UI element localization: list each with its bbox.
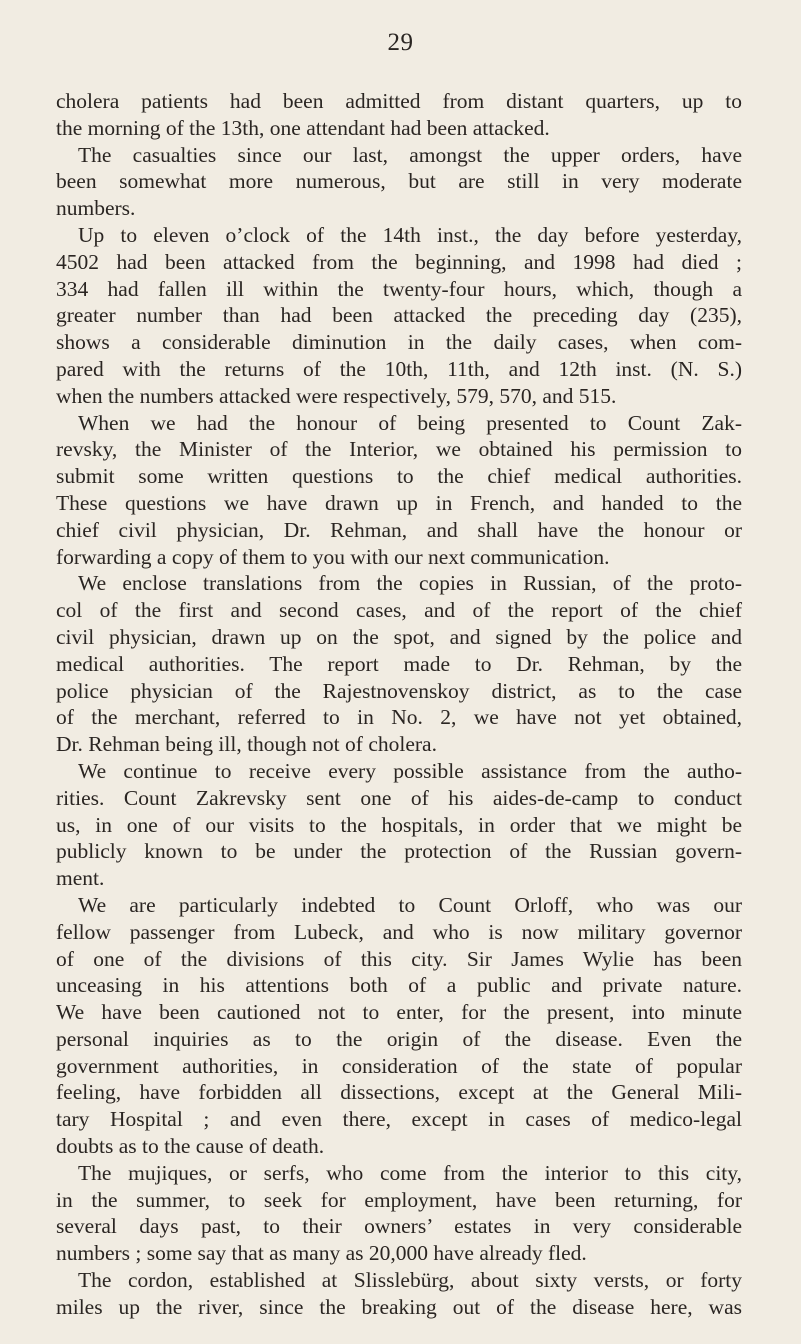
text-line: pared with the returns of the 10th, 11th, and 12th inst. (N. S.): [56, 356, 742, 381]
text-line: doubts as to the cause of death.: [56, 1134, 325, 1159]
text-line: numbers ; some say that as many as 20,000 have already fled.: [56, 1241, 587, 1266]
text-line: unceasing in his attentions both of a public and private nature.: [56, 973, 742, 998]
text-line: The cordon, established at Slisslebürg, about sixty versts, or forty: [78, 1268, 742, 1293]
text-line: 4502 had been attacked from the beginning, and 1998 had died ;: [56, 249, 742, 274]
text-line: These questions we have drawn up in French, and handed to the: [56, 490, 742, 515]
text-line: The mujiques, or serfs, who come from the interior to this city,: [78, 1160, 742, 1185]
text-line: numbers.: [56, 196, 136, 221]
text-line: civil physician, drawn up on the spot, and signed by the police and: [56, 624, 742, 649]
text-line: revsky, the Minister of the Interior, we obtained his permission to: [56, 437, 742, 462]
text-line: We enclose translations from the copies in Russian, of the proto-: [78, 571, 742, 596]
text-line: when the numbers attacked were respectively, 579, 570, and 515.: [56, 383, 617, 408]
text-line: We are particularly indebted to Count Orloff, who was our: [78, 892, 742, 917]
text-line: Dr. Rehman being ill, though not of cholera.: [56, 732, 437, 757]
text-line: police physician of the Rajestnovenskoy district, as to the case: [56, 678, 742, 703]
text-line: us, in one of our visits to the hospitals, in order that we might be: [56, 812, 742, 837]
body-text: [56, 88, 742, 1321]
text-line: miles up the river, since the breaking out of the disease here, was: [56, 1294, 742, 1319]
text-line: tary Hospital ; and even there, except in cases of medico-legal: [56, 1107, 742, 1132]
text-line: chief civil physician, Dr. Rehman, and shall have the honour or: [56, 517, 742, 542]
text-line: submit some written questions to the chief medical authorities.: [56, 464, 742, 489]
text-line: cholera patients had been admitted from distant quarters, up to: [56, 89, 742, 113]
text-line: in the summer, to seek for employment, have been returning, for: [56, 1187, 742, 1212]
text-line: been somewhat more numerous, but are still in very moderate: [56, 169, 742, 194]
text-line: shows a considerable diminution in the daily cases, when com-: [56, 330, 742, 355]
text-line: medical authorities. The report made to Dr. Rehman, by the: [56, 651, 742, 676]
text-line: fellow passenger from Lubeck, and who is now military governor: [56, 919, 742, 944]
text-line: several days past, to their owners’ estates in very considerable: [56, 1214, 742, 1239]
text-line: The casualties since our last, amongst the upper orders, have: [78, 142, 742, 167]
text-line: We continue to receive every possible assistance from the autho-: [78, 758, 742, 783]
page-number: 29: [387, 29, 414, 56]
text-line: Up to eleven o’clock of the 14th inst., the day before yesterday,: [78, 222, 742, 247]
text-line: rities. Count Zakrevsky sent one of his aides-de-camp to conduct: [56, 785, 742, 810]
text-line: When we had the honour of being presented to Count Zak-: [78, 410, 742, 435]
text-line: government authorities, in consideration of the state of popular: [56, 1053, 742, 1078]
text-line: publicly known to be under the protection of the Russian govern-: [56, 839, 742, 864]
text-line: greater number than had been attacked the preceding day (235),: [56, 303, 742, 328]
text-line: We have been cautioned not to enter, for the present, into minute: [56, 1000, 742, 1025]
text-line: col of the first and second cases, and of the report of the chief: [56, 598, 742, 623]
text-line: feeling, have forbidden all dissections, except at the General Mili-: [56, 1080, 742, 1105]
text-line: of the merchant, referred to in No. 2, we have not yet obtained,: [56, 705, 742, 730]
text-line: 334 had fallen ill within the twenty-four hours, which, though a: [56, 276, 742, 301]
text-line: personal inquiries as to the origin of the disease. Even the: [56, 1026, 742, 1051]
text-line: forwarding a copy of them to you with our next communication.: [56, 544, 610, 569]
text-line: of one of the divisions of this city. Sir James Wylie has been: [56, 946, 742, 971]
text-line: the morning of the 13th, one attendant had been attacked.: [56, 115, 550, 140]
text-line: ment.: [56, 866, 105, 891]
